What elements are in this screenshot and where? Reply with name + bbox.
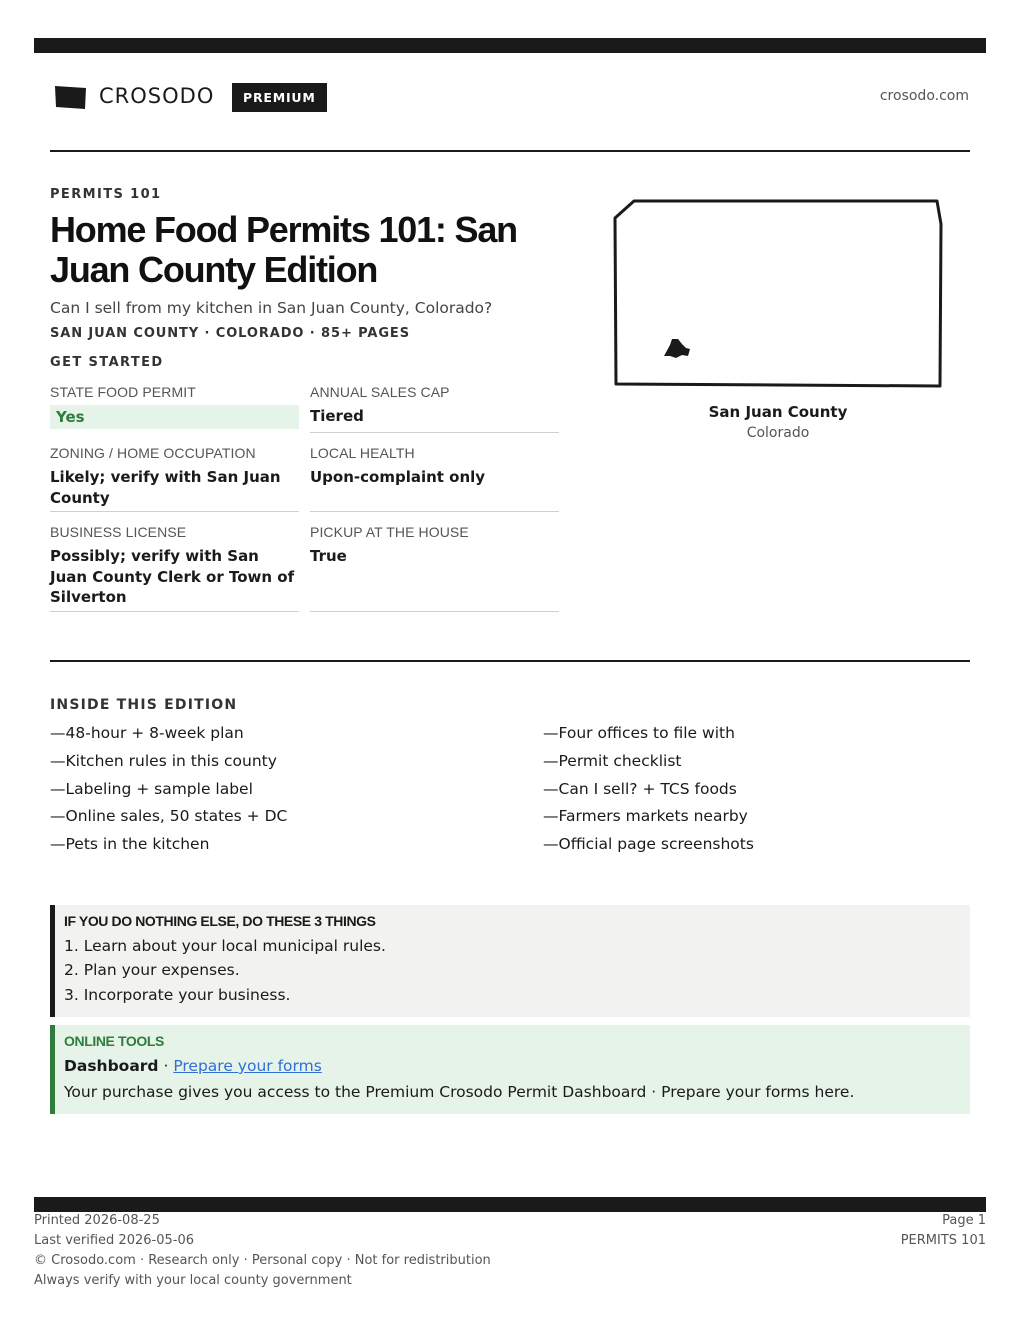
top-bar [34, 38, 986, 53]
dashboard-label: Dashboard [64, 1057, 159, 1075]
fact-value: True [310, 547, 347, 565]
fact-local-health [310, 444, 559, 512]
site-url[interactable]: crosodo.com [879, 88, 969, 104]
verified-date: Last verified 2026-05-06 [34, 1233, 194, 1248]
page-number: Page 1 [942, 1213, 986, 1228]
toc-item: —Pets in the kitchen [50, 835, 210, 853]
toc-item: —Four offices to file with [543, 724, 735, 742]
fact-business-license [50, 523, 299, 612]
page-title: Home Food Permits 101: San Juan County Edition [50, 209, 517, 290]
colorado-logo-icon [54, 84, 87, 110]
subtitle: Can I sell from my kitchen in San Juan County, Colorado? [50, 299, 493, 317]
fact-pickup [310, 523, 559, 612]
disclaimer: Always verify with your local county government [34, 1273, 352, 1288]
fact-label: BUSINESS LICENSE [50, 524, 187, 540]
toc-heading: INSIDE THIS EDITION [50, 697, 238, 713]
fact-label: STATE FOOD PERMIT [50, 384, 196, 400]
map-county-name: San Juan County [708, 403, 848, 421]
brand-name: CROSODO [99, 84, 215, 108]
fact-label: ZONING / HOME OCCUPATION [50, 445, 256, 461]
online-tools-box [50, 1025, 970, 1114]
premium-badge: PREMIUM [232, 83, 327, 112]
divider [50, 150, 970, 152]
fact-label: LOCAL HEALTH [310, 445, 415, 461]
eyebrow: PERMITS 101 [50, 187, 162, 202]
tools-heading: ONLINE TOOLS [64, 1033, 164, 1049]
fact-value: Tiered [310, 407, 364, 425]
toc-item: —Farmers markets nearby [543, 807, 748, 825]
toc-item: —Kitchen rules in this county [50, 752, 277, 770]
fact-state-food-permit [50, 383, 299, 429]
prepare-forms-link[interactable]: Prepare your forms [173, 1057, 322, 1075]
map-state-name: Colorado [746, 425, 810, 441]
tools-links [64, 1057, 322, 1075]
callout-item: 3. Incorporate your business. [64, 986, 291, 1004]
edition-meta: SAN JUAN COUNTY · COLORADO · 85+ PAGES [50, 326, 410, 341]
header [50, 78, 970, 116]
fact-value: Upon-complaint only [310, 468, 486, 486]
top-three-callout [50, 905, 970, 1017]
fact-zoning [50, 444, 299, 512]
county-marker-icon [664, 339, 690, 358]
toc-item: —Labeling + sample label [50, 780, 253, 798]
toc-item: —Permit checklist [543, 752, 682, 770]
toc-item: —48-hour + 8-week plan [50, 724, 244, 742]
footer-section: PERMITS 101 [900, 1233, 986, 1248]
fact-value: Possibly; verify with San Juan County Clerk or Town of Silverton [50, 547, 295, 606]
callout-heading: IF YOU DO NOTHING ELSE, DO THESE 3 THINGS [64, 913, 376, 929]
printed-date: Printed 2026-08-25 [34, 1213, 160, 1228]
fact-value-yes: Yes [50, 405, 299, 429]
colorado-map [612, 198, 944, 390]
toc-item: —Can I sell? + TCS foods [543, 780, 737, 798]
toc-item: —Official page screenshots [543, 835, 754, 853]
copyright: © Crosodo.com · Research only · Personal copy · Not for redistribution [34, 1253, 491, 1268]
fact-label: PICKUP AT THE HOUSE [310, 524, 469, 540]
toc-item: —Online sales, 50 states + DC [50, 807, 288, 825]
fact-annual-sales-cap [310, 383, 559, 433]
divider [50, 660, 970, 662]
separator: · [158, 1057, 174, 1075]
footer-bar [34, 1197, 986, 1212]
callout-item: 1. Learn about your local municipal rules. [64, 937, 386, 955]
tools-description: Your purchase gives you access to the Premium Crosodo Permit Dashboard · Prepare your forms here. [64, 1083, 855, 1101]
fact-label: ANNUAL SALES CAP [310, 384, 450, 400]
section-label-get-started: GET STARTED [50, 355, 164, 370]
fact-value: Likely; verify with San Juan County [50, 468, 281, 507]
callout-item: 2. Plan your expenses. [64, 961, 240, 979]
